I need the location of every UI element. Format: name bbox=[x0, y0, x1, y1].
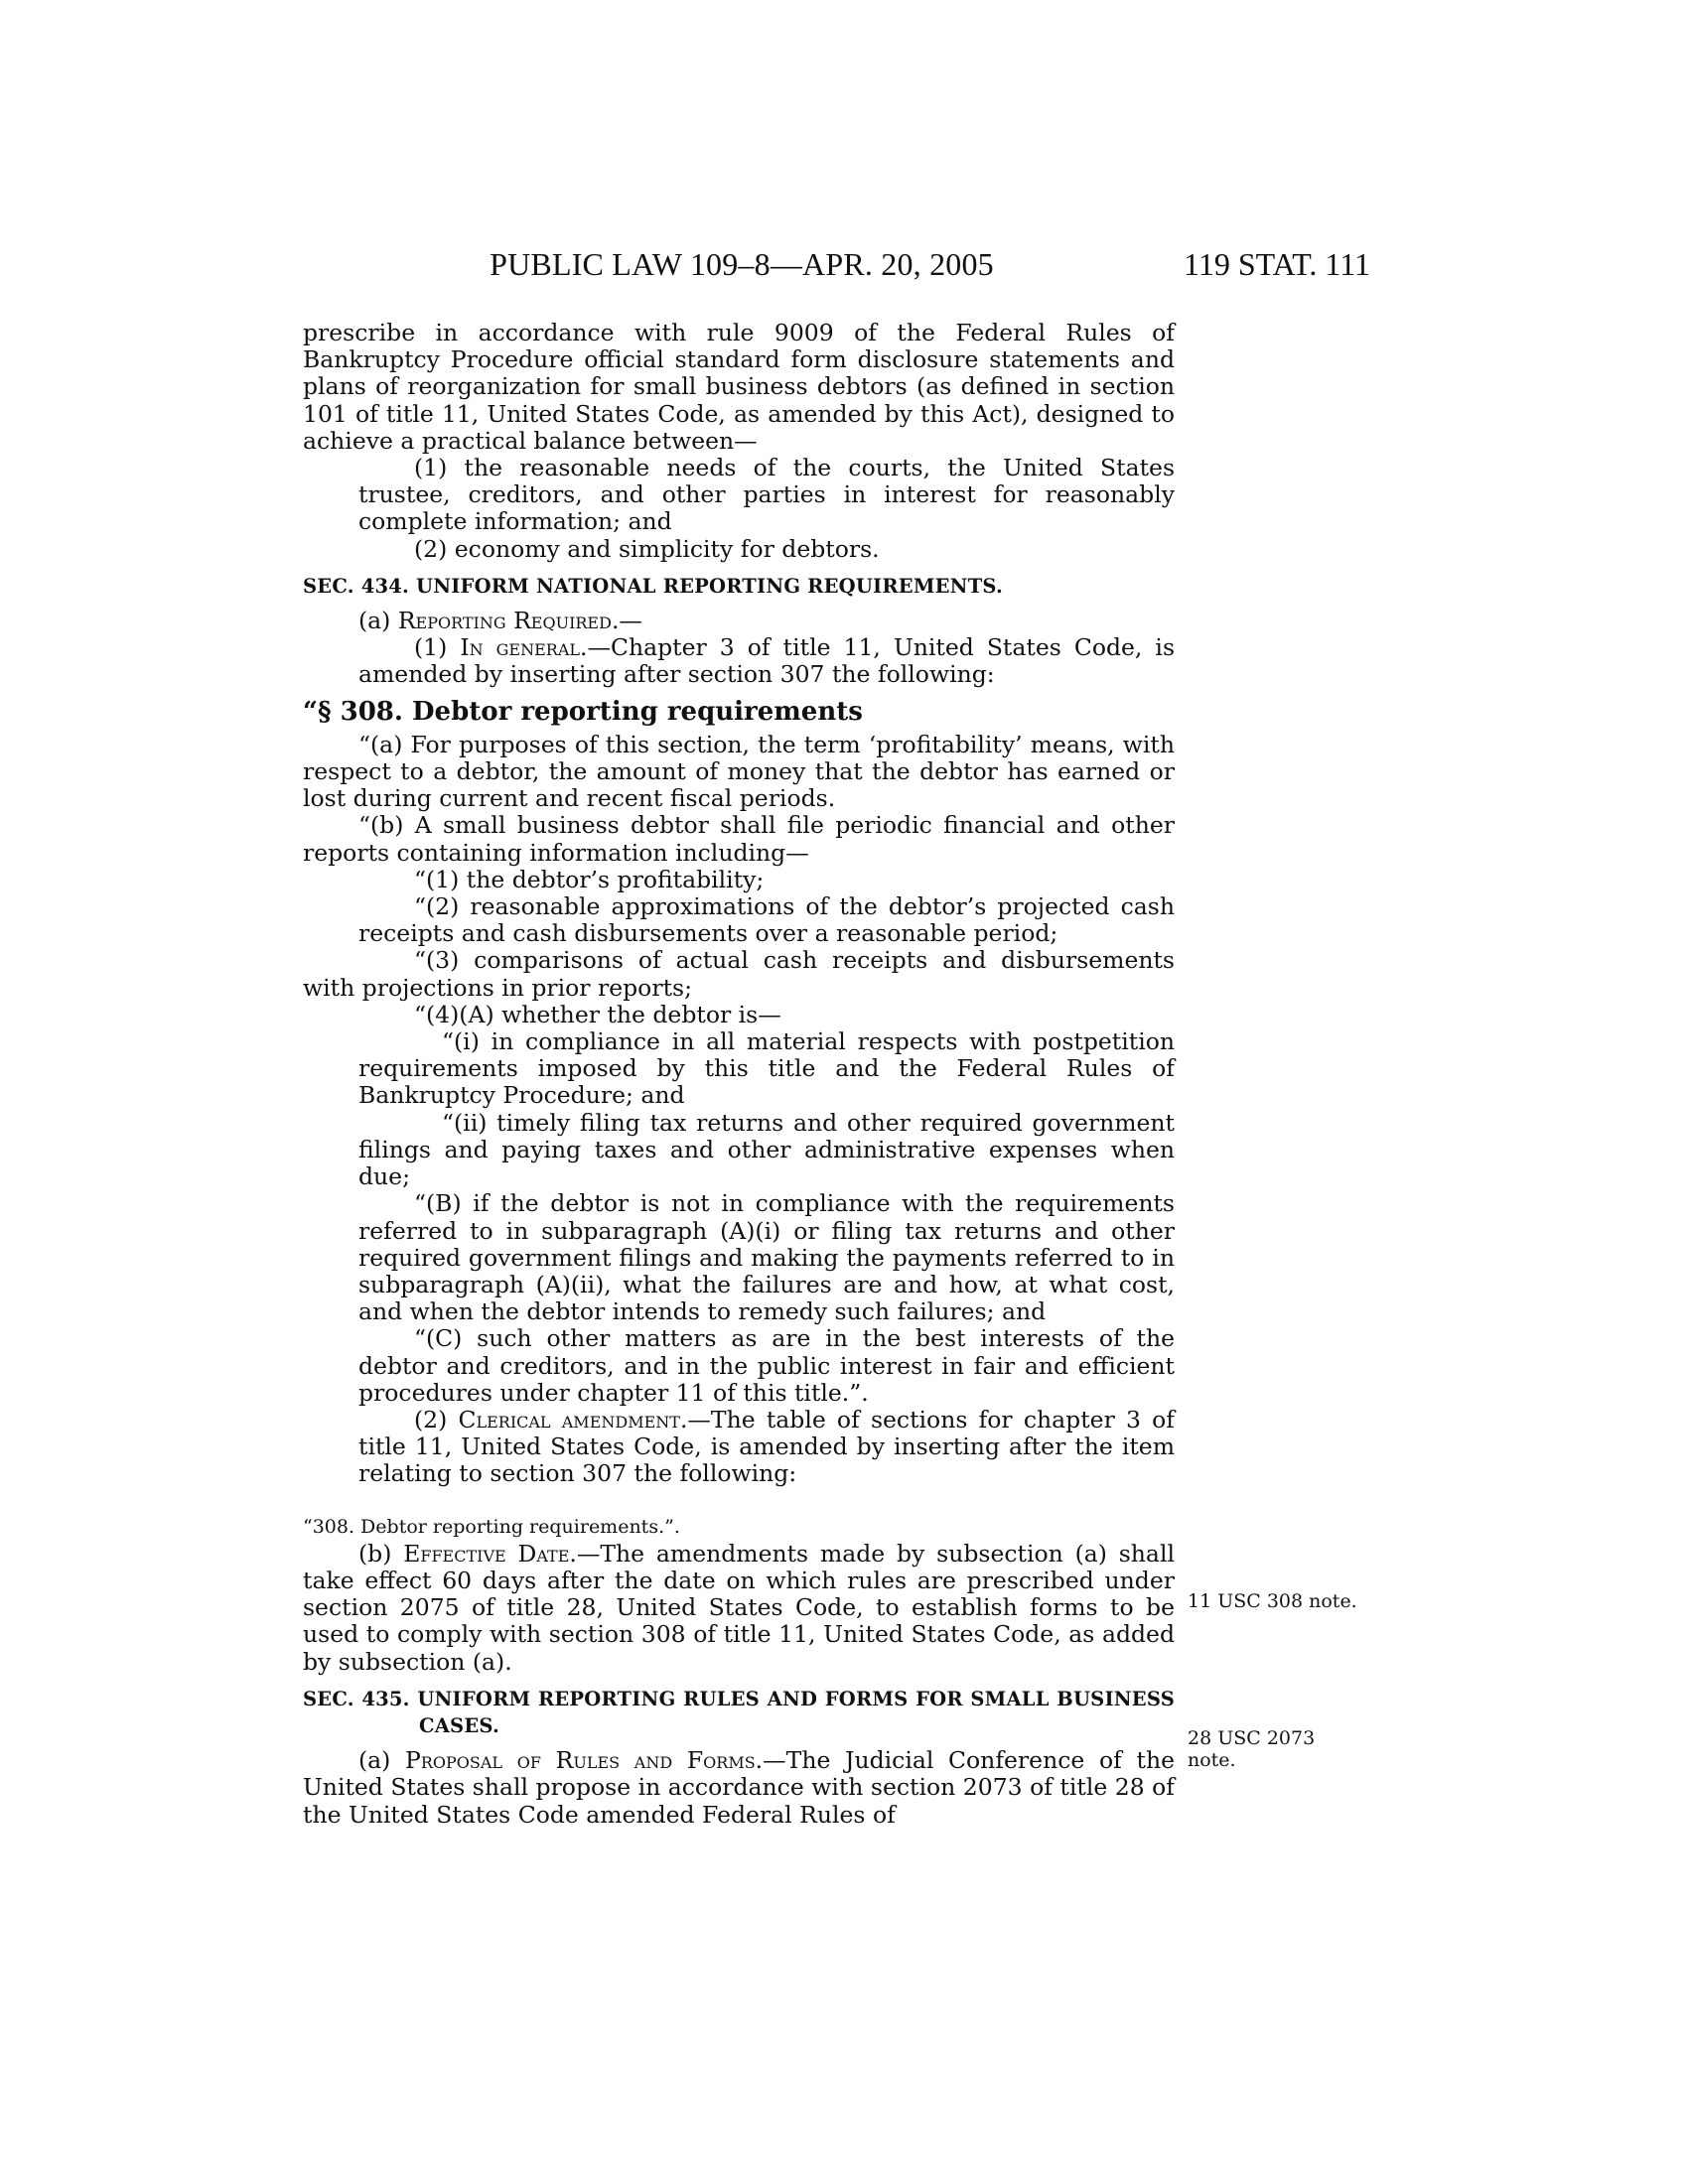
section-308-b: “(b) A small business debtor shall file periodic financial and other reports containing information including— bbox=[303, 811, 1175, 867]
margin-note-28-usc-2073 bbox=[1188, 1727, 1315, 1771]
subsection-b-label: (b) bbox=[358, 1539, 404, 1568]
subsection-b-text: .—The amendments made by subsection (a) shall take effect 60 days after the date on which rules are prescribed under section 2075 of title 28, United States Code, to establish forms to be used to comply with section 308 of title 11, United States Code, as added by subsection (a). bbox=[303, 1539, 1175, 1676]
section-308-b3: “(3) comparisons of actual cash receipts and disbursements with projections in prior reports; bbox=[303, 946, 1175, 1002]
paragraph-a1-label: (1) bbox=[414, 633, 461, 662]
section-308-b4c: “(C) such other matters as are in the best interests of the debtor and creditors, and in the public interest in fair and efficient procedures under chapter 11 of this title.”. bbox=[358, 1324, 1175, 1407]
section-435-a-text: .—The Judicial Conference of the United States shall propose in accordance with section 2073 of title 28 of the United States Code amended Federal Rules of bbox=[303, 1746, 1175, 1829]
section-308-b4a: “(4)(A) whether the debtor is— bbox=[414, 1000, 781, 1028]
subsection-a-heading: Reporting Required bbox=[397, 607, 612, 635]
paragraph-a2-text: .—The table of sections for chapter 3 of title 11, United States Code, is amended by inserting after the item relating to section 307 the following: bbox=[358, 1405, 1175, 1488]
paragraph-a1-text: .—Chapter 3 of title 11, United States Code, is amended by inserting after section 307 the following: bbox=[358, 633, 1175, 689]
section-435-heading: SEC. 435. UNIFORM REPORTING RULES AND FORMS FOR SMALL BUSINESS CASES. bbox=[303, 1687, 1175, 1737]
running-header-page-number: 119 STAT. 111 bbox=[1184, 246, 1370, 282]
paragraph-a2-heading: Clerical amendment bbox=[458, 1405, 680, 1433]
section-435-a bbox=[303, 1747, 1175, 1829]
section-435-a-label: (a) bbox=[358, 1746, 406, 1775]
paragraph-a2-label: (2) bbox=[414, 1405, 459, 1433]
section-434-heading: SEC. 434. UNIFORM NATIONAL REPORTING REQUIREMENTS. bbox=[303, 574, 1003, 598]
paragraph-a1 bbox=[303, 634, 1175, 688]
subsection-a-dash: .— bbox=[611, 607, 642, 635]
running-header-title: PUBLIC LAW 109–8—APR. 20, 2005 bbox=[490, 246, 994, 282]
subsection-a bbox=[303, 608, 1175, 634]
margin-note-28-usc-2073-line2: note. bbox=[1188, 1749, 1236, 1771]
subsection-a-label: (a) bbox=[358, 607, 398, 635]
section-435-a-heading: Proposal of Rules and Forms bbox=[405, 1746, 756, 1775]
margin-note-28-usc-2073-line1: 28 USC 2073 bbox=[1188, 1727, 1316, 1749]
section-308-b2: “(2) reasonable approximations of the debtor’s projected cash receipts and cash disbursements over a reasonable period; bbox=[358, 892, 1175, 948]
section-308-b4a-ii: “(ii) timely filing tax returns and other required government filings and paying taxes and other administrative expenses when due; bbox=[358, 1108, 1175, 1191]
section-308-b4a-i: “(i) in compliance in all material respects with postpetition requirements imposed by this title and the Federal Rules of Bankruptcy Procedure; and bbox=[358, 1027, 1175, 1110]
section-308-b4b: “(B) if the debtor is not in compliance with the requirements referred to in subparagraph (A)(i) or filing tax returns and other required government filings and making the payments referred to in subparagraph (A)(ii), what the failures are and how, at what cost, and when the debtor intends to remedy such failures; and bbox=[358, 1189, 1175, 1326]
section-308-b1: “(1) the debtor’s profitability; bbox=[414, 865, 765, 893]
margin-note-11-usc-308: 11 USC 308 note. bbox=[1188, 1590, 1357, 1612]
subsection-b bbox=[303, 1541, 1175, 1676]
paragraph-item-2: (2) economy and simplicity for debtors. bbox=[414, 534, 880, 563]
table-of-sections-entry: “308. Debtor reporting requirements.”. bbox=[303, 1515, 680, 1538]
paragraph-continuation: prescribe in accordance with rule 9009 of the Federal Rules of Bankruptcy Procedure official standard form disclosure statements and plans of reorganization for small business debtors (as defined in section 101 of title 11, United States Code, as amended by this Act), designed to achieve a practical balance between— bbox=[303, 319, 1175, 455]
paragraph-a1-heading: In general bbox=[460, 633, 581, 662]
section-308-a: “(a) For purposes of this section, the term ‘profitability’ means, with respect to a debtor, the amount of money that the debtor has earned or lost during current and recent fiscal periods. bbox=[303, 730, 1175, 813]
document-body bbox=[303, 320, 1175, 1829]
paragraph-item-1: (1) the reasonable needs of the courts, the United States trustee, creditors, and other parties in interest for reasonably complete information; and bbox=[358, 454, 1175, 536]
section-308-heading: “§ 308. Debtor reporting requirements bbox=[303, 696, 863, 727]
paragraph-a2 bbox=[303, 1407, 1175, 1488]
subsection-b-heading: Effective Date bbox=[403, 1539, 570, 1568]
